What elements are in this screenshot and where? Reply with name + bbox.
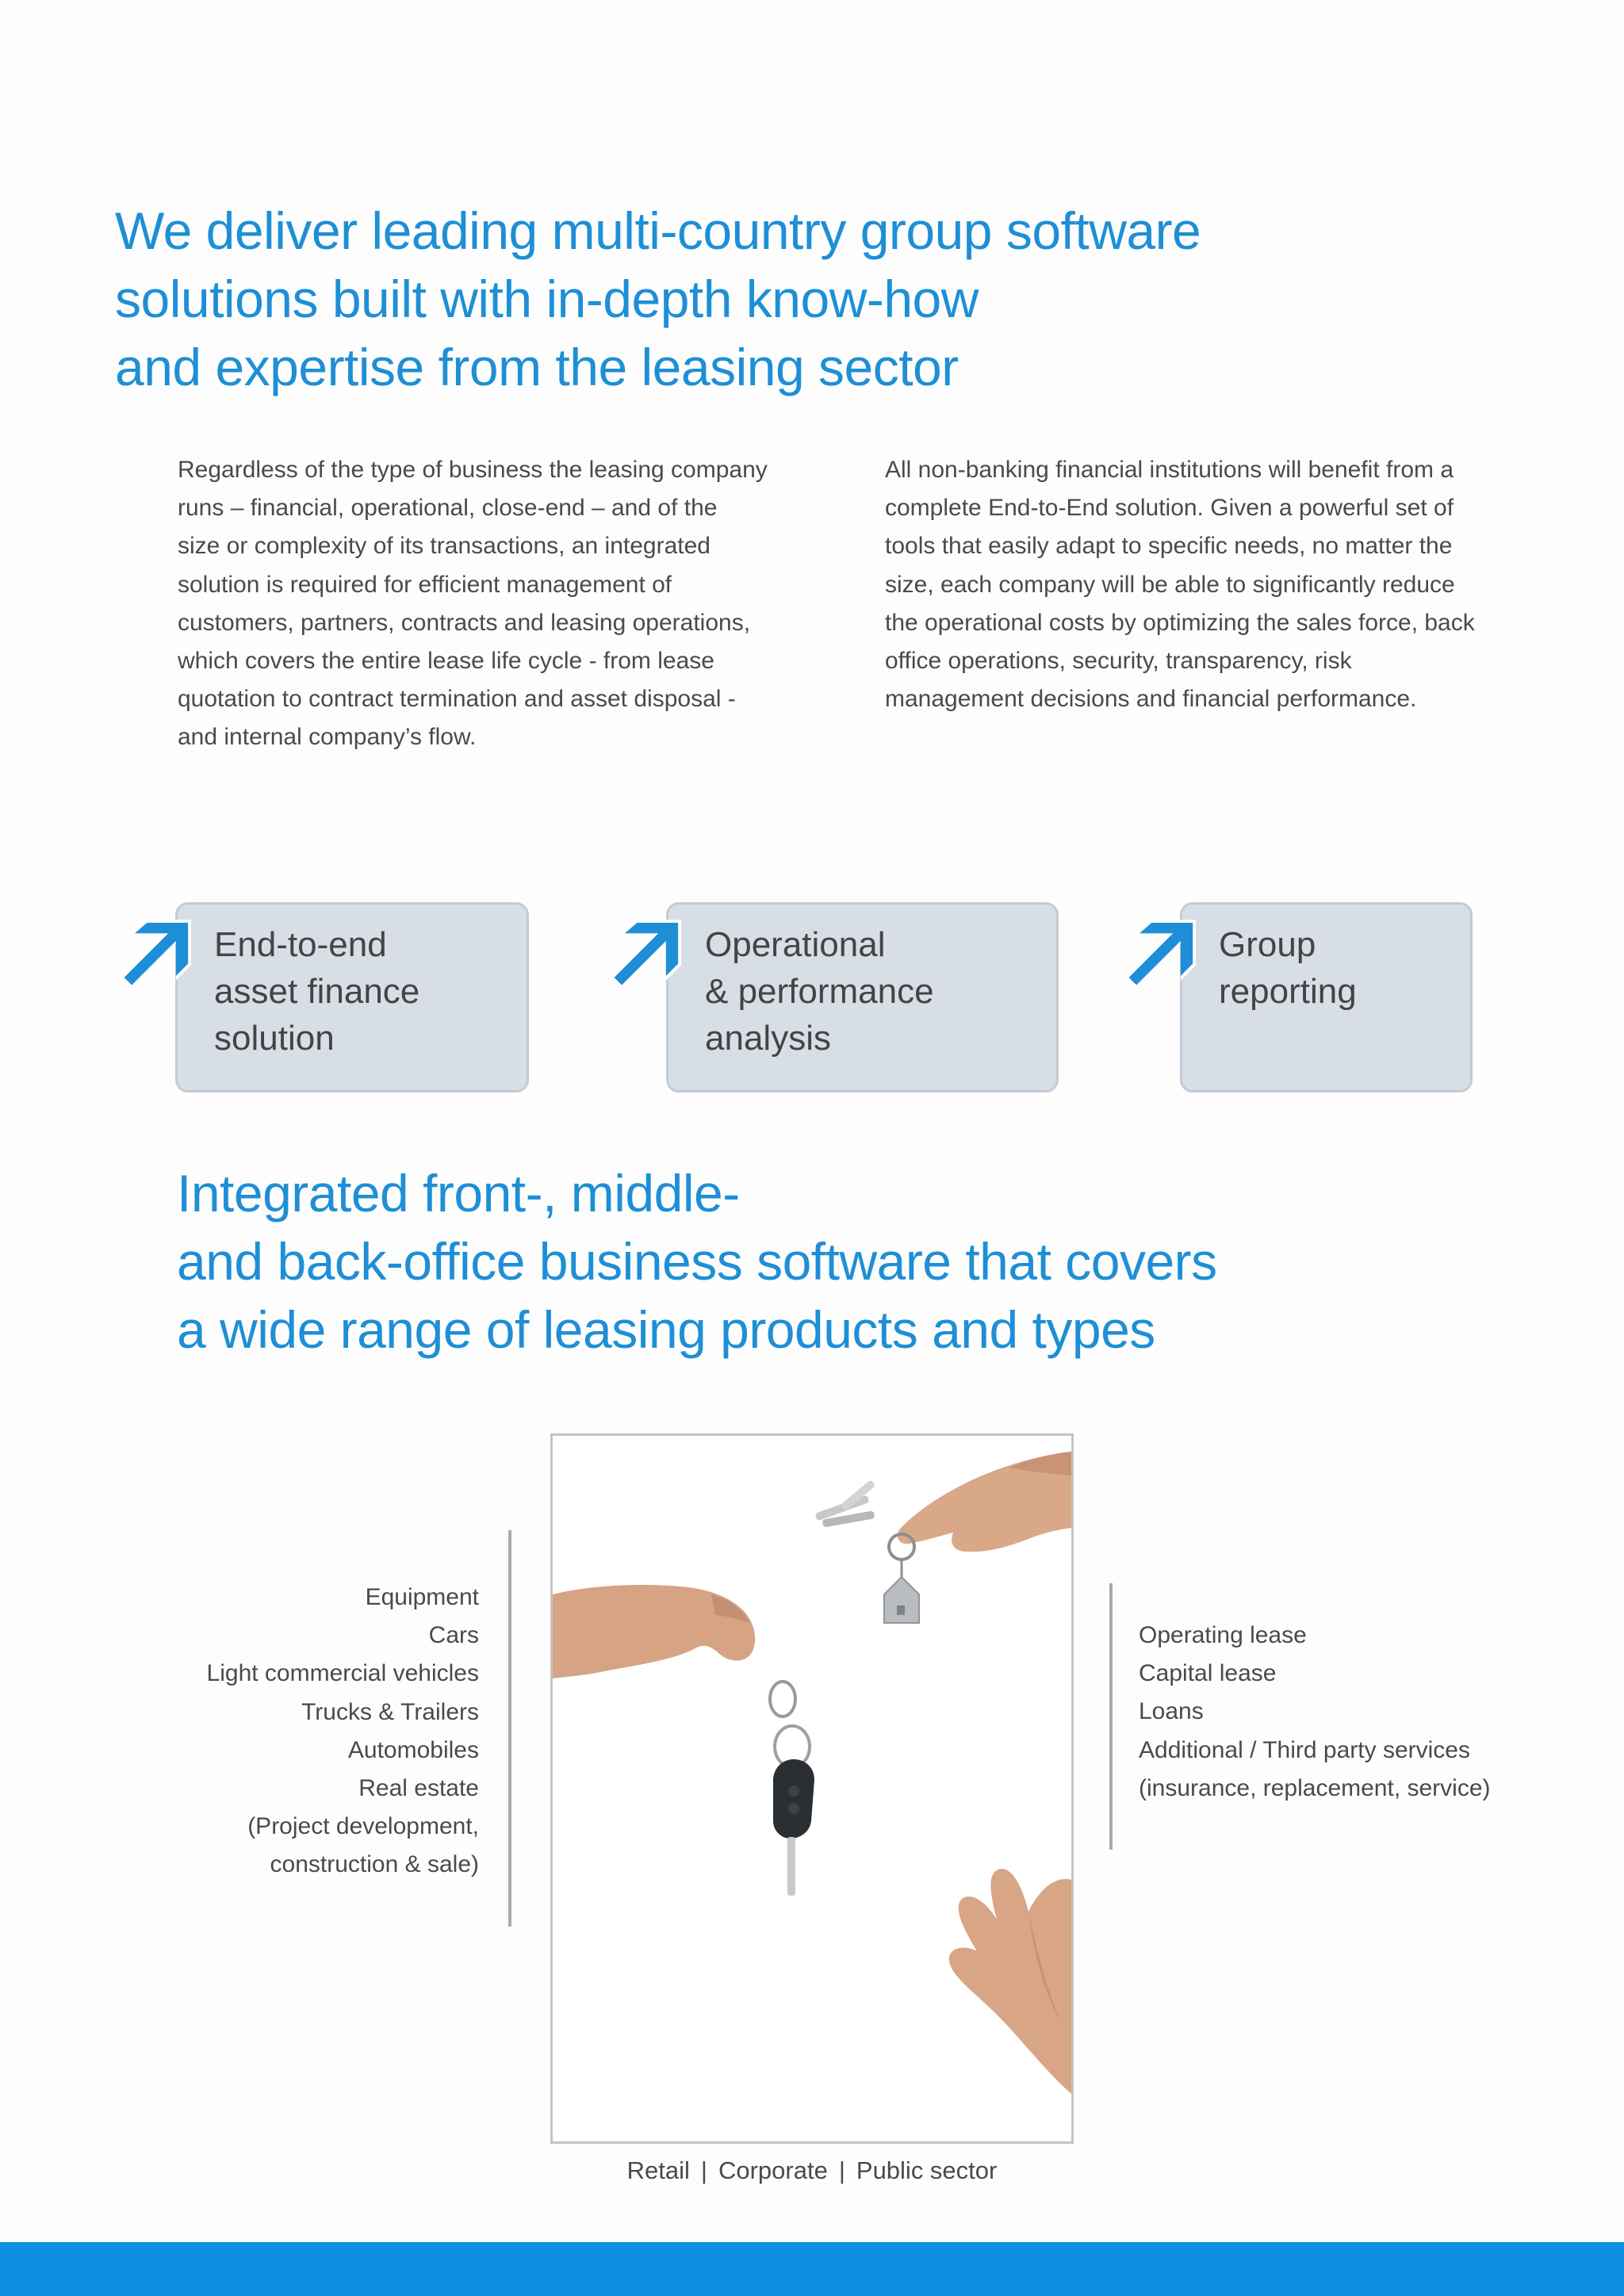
feature-label-line: Operational: [705, 925, 886, 964]
feature-label-line: End-to-end: [214, 925, 387, 964]
divider-right: [1109, 1583, 1113, 1850]
segment-retail: Retail: [626, 2156, 690, 2184]
asset-types-list: [207, 1578, 479, 1885]
list-item: construction & sale): [270, 1851, 479, 1878]
segment-corporate: Corporate: [718, 2156, 828, 2184]
arrow-up-right-icon: [115, 920, 191, 996]
list-item: (insurance, replacement, service): [1139, 1774, 1491, 1801]
segments-caption: [550, 2156, 1074, 2185]
feature-label-line: & performance: [705, 972, 934, 1011]
feature-label-line: solution: [214, 1019, 335, 1058]
divider-left: [508, 1530, 511, 1927]
list-item: Additional / Third party services: [1139, 1736, 1470, 1763]
list-item: Operating lease: [1139, 1622, 1307, 1648]
photo-illustration: [553, 1436, 1071, 2141]
feature-label-line: analysis: [705, 1019, 831, 1058]
keys-handover-photo: [550, 1433, 1074, 2144]
intro-paragraph-right: [885, 451, 1475, 718]
headline-delivery: [115, 197, 1201, 401]
segment-separator: |: [838, 2156, 845, 2184]
headline-line: and back-office business software that covers: [177, 1232, 1217, 1291]
list-item: Real estate: [358, 1775, 479, 1802]
paragraph-line: office operations, security, transparency, risk: [885, 648, 1352, 675]
paragraph-line: tools that easily adapt to specific needs, no matter the: [885, 533, 1453, 560]
feature-label: [705, 921, 934, 1062]
paragraph-line: quotation to contract termination and asset disposal -: [178, 686, 736, 713]
headline-line: a wide range of leasing products and types: [177, 1300, 1155, 1359]
paragraph-line: size or complexity of its transactions, an integrated: [178, 533, 710, 560]
paragraph-line: customers, partners, contracts and leasing operations,: [178, 609, 751, 636]
headline-integrated: [177, 1159, 1217, 1364]
paragraph-line: runs – financial, operational, close-end – and of the: [178, 495, 718, 522]
lease-products-list: [1139, 1617, 1491, 1808]
paragraph-line: the operational costs by optimizing the sales force, back: [885, 609, 1475, 636]
feature-label-line: Group: [1219, 925, 1316, 964]
list-item: Capital lease: [1139, 1660, 1277, 1687]
feature-end-to-end: [115, 902, 529, 1093]
paragraph-line: size, each company will be able to significantly reduce: [885, 571, 1455, 598]
list-item: Equipment: [365, 1584, 479, 1610]
paragraph-line: solution is required for efficient management of: [178, 571, 672, 598]
intro-paragraph-left: [178, 451, 768, 757]
paragraph-line: management decisions and financial performance.: [885, 686, 1417, 713]
feature-operational-performance: [605, 902, 1059, 1093]
headline-line: We deliver leading multi-country group software: [115, 201, 1201, 260]
headline-line: and expertise from the leasing sector: [115, 338, 959, 396]
headline-line: Integrated front-, middle-: [177, 1164, 740, 1223]
list-item: (Project development,: [247, 1813, 479, 1840]
list-item: Loans: [1139, 1698, 1204, 1725]
list-item: Trucks & Trailers: [301, 1698, 479, 1725]
feature-label-line: asset finance: [214, 972, 420, 1011]
paragraph-line: which covers the entire lease life cycle - from lease: [178, 648, 714, 675]
paragraph-line: complete End-to-End solution. Given a powerful set of: [885, 495, 1454, 522]
paragraph-line: and internal company’s flow.: [178, 724, 477, 751]
list-item: Cars: [428, 1622, 479, 1649]
arrow-up-right-icon: [1120, 920, 1196, 996]
segment-separator: |: [700, 2156, 707, 2184]
feature-label: [1219, 921, 1357, 1015]
footer-bar: [0, 2242, 1624, 2296]
feature-label-line: reporting: [1219, 972, 1357, 1011]
feature-label: [214, 921, 419, 1062]
feature-group-reporting: [1120, 902, 1473, 1093]
list-item: Light commercial vehicles: [206, 1660, 479, 1687]
segment-public-sector: Public sector: [856, 2156, 998, 2184]
headline-line: solutions built with in-depth know-how: [115, 270, 979, 328]
paragraph-line: Regardless of the type of business the leasing company: [178, 457, 768, 483]
list-item: Automobiles: [347, 1736, 479, 1763]
arrow-up-right-icon: [605, 920, 681, 996]
paragraph-line: All non-banking financial institutions will benefit from a: [885, 457, 1454, 483]
